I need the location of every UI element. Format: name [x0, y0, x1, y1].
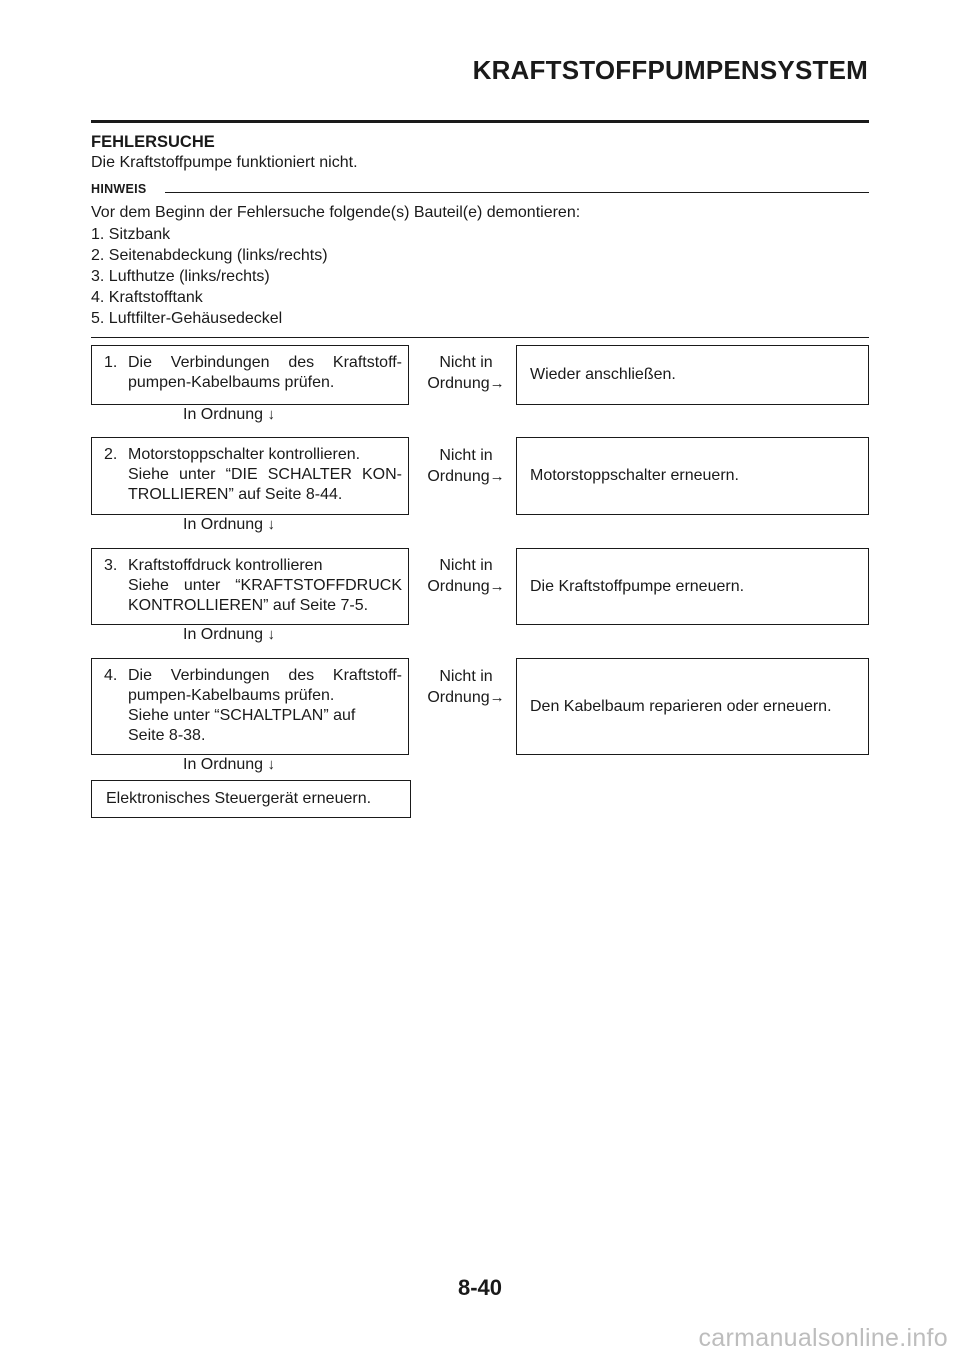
fail-label-3 [418, 555, 514, 597]
arrow-right-icon: → [489, 689, 505, 706]
note-rule [165, 192, 869, 193]
fail-label-line: Ordnung [427, 578, 490, 595]
arrow-down-icon: ↓ [267, 756, 276, 773]
step-text-line: Kraftstoffdruck kontrollieren [128, 557, 323, 574]
arrow-right-icon: → [489, 375, 505, 392]
action-box-3 [516, 548, 869, 625]
step-box-1 [91, 345, 409, 405]
action-text: Die Kraftstoffpumpe erneuern. [530, 577, 745, 595]
step-text-line: pumpen-Kabelbaums prüfen. [128, 374, 335, 391]
watermark: carmanualsonline.info [698, 1324, 948, 1352]
action-box-4 [516, 658, 869, 755]
fail-label-2 [418, 445, 514, 487]
step-box-3 [91, 548, 409, 625]
step-text-line: Siehe unter “DIE SCHALTER KON- [128, 466, 402, 483]
ok-label-text: In Ordnung [183, 756, 264, 773]
ok-label-1 [183, 406, 275, 424]
step-text-line: KONTROLLIEREN” auf Seite 7-5. [128, 597, 369, 614]
fail-label-line: Nicht in [439, 668, 493, 685]
step-text-line: pumpen-Kabelbaums prüfen. [128, 687, 335, 704]
action-box-2 [516, 437, 869, 515]
fail-label-line: Nicht in [439, 557, 493, 574]
arrow-down-icon: ↓ [267, 516, 276, 533]
ok-label-3 [183, 626, 275, 644]
step-number: 3. [104, 557, 118, 574]
action-box-1 [516, 345, 869, 405]
page-title: KRAFTSTOFFPUMPENSYSTEM [472, 55, 868, 85]
step-box-4 [91, 658, 409, 755]
note-item: 4. Kraftstofftank [91, 289, 203, 306]
step-box-2 [91, 437, 409, 515]
step-text-line: Die Verbindungen des Kraftstoff- [128, 354, 402, 371]
page-number: 8-40 [457, 1275, 503, 1300]
section-heading: FEHLERSUCHE [91, 133, 215, 151]
step-text-line: Siehe unter “KRAFTSTOFFDRUCK [128, 577, 402, 594]
step-number: 2. [104, 446, 118, 463]
note-label: HINWEIS [91, 182, 147, 196]
ok-label-text: In Ordnung [183, 626, 264, 643]
fail-label-line: Nicht in [439, 447, 493, 464]
note-item: 1. Sitzbank [91, 226, 171, 243]
title-rule [91, 120, 869, 123]
intro-text: Die Kraftstoffpumpe funktioniert nicht. [91, 154, 358, 171]
final-action-box [91, 780, 411, 818]
arrow-down-icon: ↓ [267, 626, 276, 643]
action-text: Wieder anschließen. [530, 366, 676, 383]
step-text-line: Siehe unter “SCHALTPLAN” auf [128, 707, 356, 724]
final-action-text: Elektronisches Steuergerät erneuern. [106, 790, 372, 807]
step-text-line: TROLLIEREN” auf Seite 8-44. [128, 486, 343, 503]
arrow-right-icon: → [489, 468, 505, 485]
note-item: 2. Seitenabdeckung (links/rechts) [91, 247, 328, 264]
step-number: 1. [104, 354, 118, 371]
action-text: Den Kabelbaum reparieren oder erneuern. [530, 697, 832, 715]
note-list [91, 225, 328, 330]
fail-label-line: Ordnung [427, 689, 490, 706]
note-text: Vor dem Beginn der Fehlersuche folgende(s) Bauteil(e) demontieren: [91, 204, 581, 221]
step-text-line: Seite 8-38. [128, 727, 206, 744]
step-number: 4. [104, 667, 118, 684]
note-item: 3. Lufthutze (links/rechts) [91, 268, 270, 285]
ok-label-text: In Ordnung [183, 406, 264, 423]
fail-label-line: Ordnung [427, 375, 490, 392]
arrow-down-icon: ↓ [267, 406, 276, 423]
note-end-rule [91, 337, 869, 338]
ok-label-text: In Ordnung [183, 516, 264, 533]
note-item: 5. Luftfilter-Gehäusedeckel [91, 310, 283, 327]
action-text: Motorstoppschalter erneuern. [530, 467, 739, 484]
step-text-line: Die Verbindungen des Kraftstoff- [128, 667, 402, 684]
fail-label-1 [418, 352, 514, 394]
ok-label-2 [183, 516, 275, 534]
step-text-line: Motorstoppschalter kontrollieren. [128, 446, 361, 463]
ok-label-4 [183, 756, 275, 774]
arrow-right-icon: → [489, 578, 505, 595]
fail-label-4 [418, 666, 514, 708]
fail-label-line: Ordnung [427, 468, 490, 485]
fail-label-line: Nicht in [439, 354, 493, 371]
